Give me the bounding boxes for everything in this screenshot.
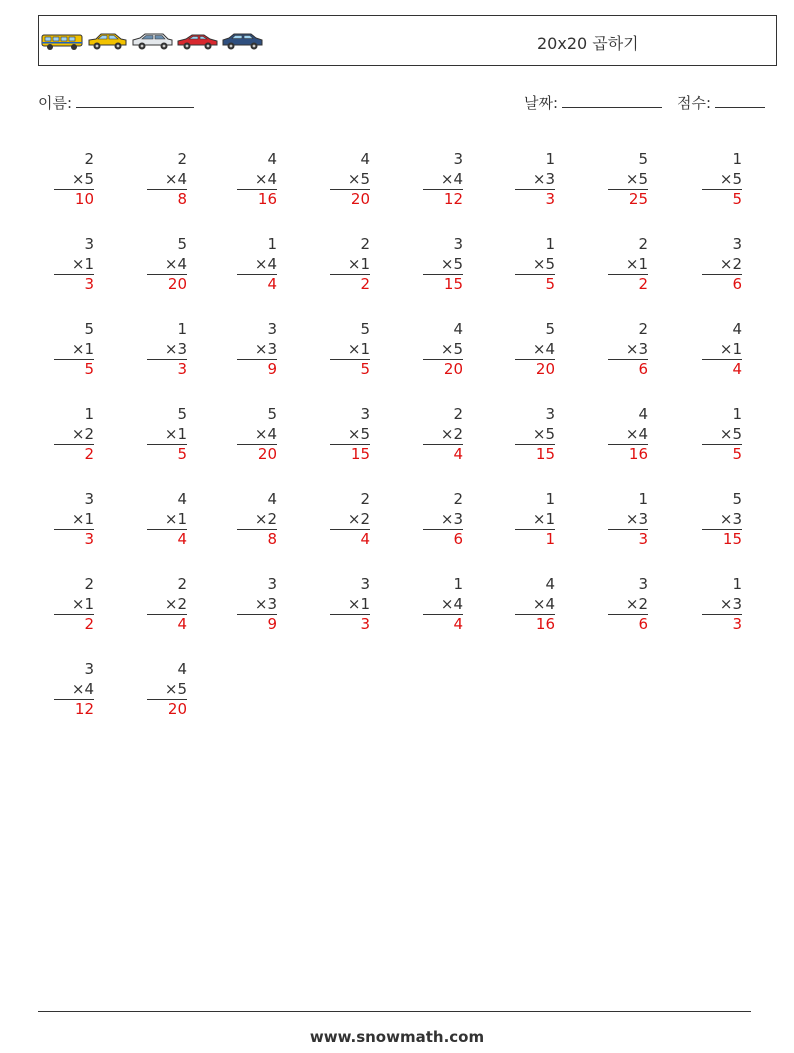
bus-icon: [41, 30, 84, 52]
problem-operand-top: 5: [84, 320, 94, 338]
problem-answer: 6: [608, 614, 648, 633]
car-icon: [221, 30, 264, 52]
problem-operand-bottom: ×1: [347, 254, 370, 273]
problem-answer: 2: [608, 274, 648, 293]
problem-item: [330, 575, 370, 637]
problem-operand-bottom: ×5: [719, 169, 742, 188]
problem-operand-top: 3: [732, 235, 742, 253]
problem-answer: 6: [608, 359, 648, 378]
footer-divider: [38, 1011, 751, 1012]
problem-operand-top: 2: [453, 405, 463, 423]
problem-answer: 12: [54, 699, 94, 718]
problem-answer: 6: [423, 529, 463, 548]
problem-operand-bottom: ×4: [71, 679, 94, 698]
problem-item: [702, 405, 742, 467]
car-icon: [86, 30, 129, 52]
problem-item: [515, 235, 555, 297]
problem-operand-bottom: ×2: [347, 509, 370, 528]
score-label: 점수:: [677, 94, 712, 112]
problem-answer: 4: [147, 614, 187, 633]
problem-answer: 5: [54, 359, 94, 378]
problem-operand-top: 2: [84, 150, 94, 168]
name-field[interactable]: [38, 92, 194, 113]
problem-item: [515, 490, 555, 552]
problem-operand-top: 1: [732, 150, 742, 168]
problem-answer: 2: [54, 444, 94, 463]
problem-operand-top: 1: [545, 150, 555, 168]
problem-operand-bottom: ×5: [71, 169, 94, 188]
problem-item: [147, 405, 187, 467]
problem-operand-top: 4: [360, 150, 370, 168]
problem-operand-bottom: ×3: [625, 339, 648, 358]
problem-item: [702, 150, 742, 212]
problem-answer: 3: [54, 274, 94, 293]
problem-item: [330, 150, 370, 212]
problem-operand-bottom: ×2: [164, 594, 187, 613]
problem-operand-top: 2: [453, 490, 463, 508]
problem-operand-bottom: ×1: [71, 509, 94, 528]
problem-operand-top: 5: [638, 150, 648, 168]
problem-operand-top: 1: [732, 575, 742, 593]
problem-item: [147, 575, 187, 637]
header-box: [38, 15, 777, 66]
name-label: 이름:: [38, 94, 73, 112]
problem-answer: 4: [147, 529, 187, 548]
problem-operand-top: 3: [360, 405, 370, 423]
problem-operand-bottom: ×2: [625, 594, 648, 613]
problem-answer: 16: [515, 614, 555, 633]
problem-operand-top: 3: [267, 320, 277, 338]
problem-operand-bottom: ×1: [719, 339, 742, 358]
problem-operand-bottom: ×3: [532, 169, 555, 188]
problem-operand-bottom: ×3: [625, 509, 648, 528]
problem-operand-bottom: ×1: [532, 509, 555, 528]
problem-answer: 20: [330, 189, 370, 208]
problem-operand-bottom: ×5: [440, 254, 463, 273]
problem-item: [608, 575, 648, 637]
score-blank-line[interactable]: [715, 93, 765, 108]
problem-answer: 12: [423, 189, 463, 208]
problem-item: [515, 405, 555, 467]
problem-answer: 20: [237, 444, 277, 463]
problem-operand-bottom: ×2: [71, 424, 94, 443]
problem-operand-top: 2: [177, 575, 187, 593]
problem-answer: 16: [237, 189, 277, 208]
problem-operand-bottom: ×4: [164, 169, 187, 188]
problem-answer: 2: [54, 614, 94, 633]
problem-operand-top: 2: [360, 235, 370, 253]
problem-operand-top: 5: [267, 405, 277, 423]
problem-item: [54, 150, 94, 212]
problem-operand-bottom: ×4: [254, 424, 277, 443]
problem-operand-top: 3: [545, 405, 555, 423]
car-icon: [131, 30, 174, 52]
problem-operand-top: 5: [177, 235, 187, 253]
problem-answer: 15: [702, 529, 742, 548]
problem-answer: 15: [515, 444, 555, 463]
problem-item: [147, 490, 187, 552]
problem-item: [237, 490, 277, 552]
problem-item: [237, 320, 277, 382]
problem-operand-top: 1: [545, 235, 555, 253]
problem-operand-top: 2: [638, 235, 648, 253]
problem-answer: 5: [702, 444, 742, 463]
problem-operand-top: 1: [177, 320, 187, 338]
problem-item: [54, 405, 94, 467]
problem-operand-top: 4: [267, 490, 277, 508]
problem-operand-bottom: ×3: [719, 509, 742, 528]
problem-operand-top: 3: [638, 575, 648, 593]
problem-item: [702, 320, 742, 382]
problem-operand-bottom: ×5: [532, 254, 555, 273]
problem-item: [147, 150, 187, 212]
problem-answer: 9: [237, 359, 277, 378]
problem-operand-bottom: ×1: [71, 594, 94, 613]
problem-operand-top: 5: [545, 320, 555, 338]
problem-answer: 3: [608, 529, 648, 548]
problem-operand-bottom: ×1: [347, 594, 370, 613]
problem-answer: 5: [147, 444, 187, 463]
problem-answer: 8: [237, 529, 277, 548]
problem-answer: 20: [147, 699, 187, 718]
problem-operand-bottom: ×2: [440, 424, 463, 443]
problem-answer: 2: [330, 274, 370, 293]
problem-operand-top: 2: [84, 575, 94, 593]
problem-operand-bottom: ×4: [625, 424, 648, 443]
problem-answer: 4: [702, 359, 742, 378]
problem-item: [608, 320, 648, 382]
problem-operand-top: 1: [545, 490, 555, 508]
problem-item: [237, 575, 277, 637]
problem-answer: 20: [147, 274, 187, 293]
problem-item: [147, 235, 187, 297]
problem-item: [237, 150, 277, 212]
problem-operand-top: 5: [360, 320, 370, 338]
car-icons-strip: [41, 30, 264, 52]
problem-answer: 3: [147, 359, 187, 378]
problem-item: [423, 150, 463, 212]
problem-item: [54, 575, 94, 637]
problem-item: [54, 235, 94, 297]
problem-answer: 4: [423, 444, 463, 463]
problem-operand-top: 4: [177, 490, 187, 508]
problem-item: [330, 235, 370, 297]
problem-operand-bottom: ×3: [254, 594, 277, 613]
problem-operand-bottom: ×1: [71, 339, 94, 358]
date-label: 날짜:: [524, 94, 559, 112]
problem-answer: 8: [147, 189, 187, 208]
problem-operand-top: 4: [267, 150, 277, 168]
problem-item: [423, 320, 463, 382]
problem-item: [702, 235, 742, 297]
problem-answer: 3: [330, 614, 370, 633]
problem-operand-bottom: ×5: [719, 424, 742, 443]
problem-operand-top: 2: [177, 150, 187, 168]
problem-item: [147, 320, 187, 382]
problem-answer: 15: [330, 444, 370, 463]
problem-item: [423, 490, 463, 552]
problem-operand-bottom: ×4: [254, 254, 277, 273]
problem-answer: 3: [702, 614, 742, 633]
problem-answer: 1: [515, 529, 555, 548]
car-icon: [176, 30, 219, 52]
problem-operand-bottom: ×5: [625, 169, 648, 188]
problem-answer: 4: [423, 614, 463, 633]
problem-answer: 5: [515, 274, 555, 293]
problem-operand-top: 5: [732, 490, 742, 508]
problem-operand-top: 3: [453, 150, 463, 168]
problem-answer: 15: [423, 274, 463, 293]
problem-operand-bottom: ×3: [440, 509, 463, 528]
problem-answer: 3: [515, 189, 555, 208]
problem-operand-top: 3: [84, 490, 94, 508]
problem-operand-top: 3: [84, 660, 94, 678]
problem-operand-top: 4: [638, 405, 648, 423]
problem-operand-bottom: ×5: [440, 339, 463, 358]
problem-operand-top: 4: [732, 320, 742, 338]
problem-answer: 5: [702, 189, 742, 208]
problem-operand-top: 1: [453, 575, 463, 593]
problem-item: [423, 405, 463, 467]
problem-operand-top: 1: [732, 405, 742, 423]
problem-operand-top: 1: [267, 235, 277, 253]
problem-answer: 4: [330, 529, 370, 548]
footer-site: www.snowmath.com: [309, 1028, 485, 1046]
problem-item: [54, 320, 94, 382]
problem-item: [237, 235, 277, 297]
problem-answer: 16: [608, 444, 648, 463]
score-field[interactable]: [677, 92, 765, 113]
problem-item: [54, 660, 94, 722]
problem-answer: 25: [608, 189, 648, 208]
date-field[interactable]: [524, 92, 662, 113]
problem-operand-top: 3: [267, 575, 277, 593]
problem-operand-top: 2: [360, 490, 370, 508]
problem-item: [423, 235, 463, 297]
problem-item: [423, 575, 463, 637]
problem-item: [608, 490, 648, 552]
problem-item: [515, 150, 555, 212]
problem-operand-bottom: ×4: [440, 169, 463, 188]
problem-operand-bottom: ×3: [719, 594, 742, 613]
date-blank-line[interactable]: [562, 93, 662, 108]
problem-operand-bottom: ×5: [347, 424, 370, 443]
problem-item: [237, 405, 277, 467]
problem-operand-bottom: ×1: [164, 509, 187, 528]
problem-answer: 3: [54, 529, 94, 548]
problem-item: [330, 405, 370, 467]
problem-operand-top: 5: [177, 405, 187, 423]
problem-item: [608, 235, 648, 297]
problem-answer: 10: [54, 189, 94, 208]
problem-operand-bottom: ×5: [532, 424, 555, 443]
problem-item: [608, 405, 648, 467]
problem-answer: 20: [423, 359, 463, 378]
problem-operand-bottom: ×2: [254, 509, 277, 528]
problem-item: [330, 490, 370, 552]
name-blank-line[interactable]: [76, 93, 194, 108]
problem-operand-bottom: ×4: [164, 254, 187, 273]
problem-item: [54, 490, 94, 552]
problem-item: [702, 490, 742, 552]
problem-operand-top: 3: [84, 235, 94, 253]
problem-operand-bottom: ×4: [532, 339, 555, 358]
problem-operand-top: 3: [453, 235, 463, 253]
problem-item: [515, 320, 555, 382]
page-title: 20x20 곱하기: [537, 34, 639, 53]
problem-answer: 5: [330, 359, 370, 378]
problem-operand-bottom: ×5: [164, 679, 187, 698]
problem-operand-top: 4: [453, 320, 463, 338]
problem-answer: 6: [702, 274, 742, 293]
problem-operand-top: 4: [545, 575, 555, 593]
problem-operand-bottom: ×1: [164, 424, 187, 443]
problem-operand-top: 1: [84, 405, 94, 423]
problem-answer: 20: [515, 359, 555, 378]
problem-operand-bottom: ×1: [625, 254, 648, 273]
problem-operand-bottom: ×1: [71, 254, 94, 273]
problem-answer: 4: [237, 274, 277, 293]
problem-operand-bottom: ×3: [254, 339, 277, 358]
problem-operand-top: 4: [177, 660, 187, 678]
problem-item: [330, 320, 370, 382]
problem-operand-bottom: ×4: [254, 169, 277, 188]
problem-operand-bottom: ×4: [440, 594, 463, 613]
problem-operand-bottom: ×3: [164, 339, 187, 358]
problem-answer: 9: [237, 614, 277, 633]
problem-operand-bottom: ×2: [719, 254, 742, 273]
problem-operand-bottom: ×5: [347, 169, 370, 188]
problem-item: [515, 575, 555, 637]
problem-operand-bottom: ×4: [532, 594, 555, 613]
problem-operand-bottom: ×1: [347, 339, 370, 358]
problem-operand-top: 3: [360, 575, 370, 593]
problem-operand-top: 2: [638, 320, 648, 338]
problem-item: [608, 150, 648, 212]
problem-item: [702, 575, 742, 637]
problem-operand-top: 1: [638, 490, 648, 508]
problem-item: [147, 660, 187, 722]
